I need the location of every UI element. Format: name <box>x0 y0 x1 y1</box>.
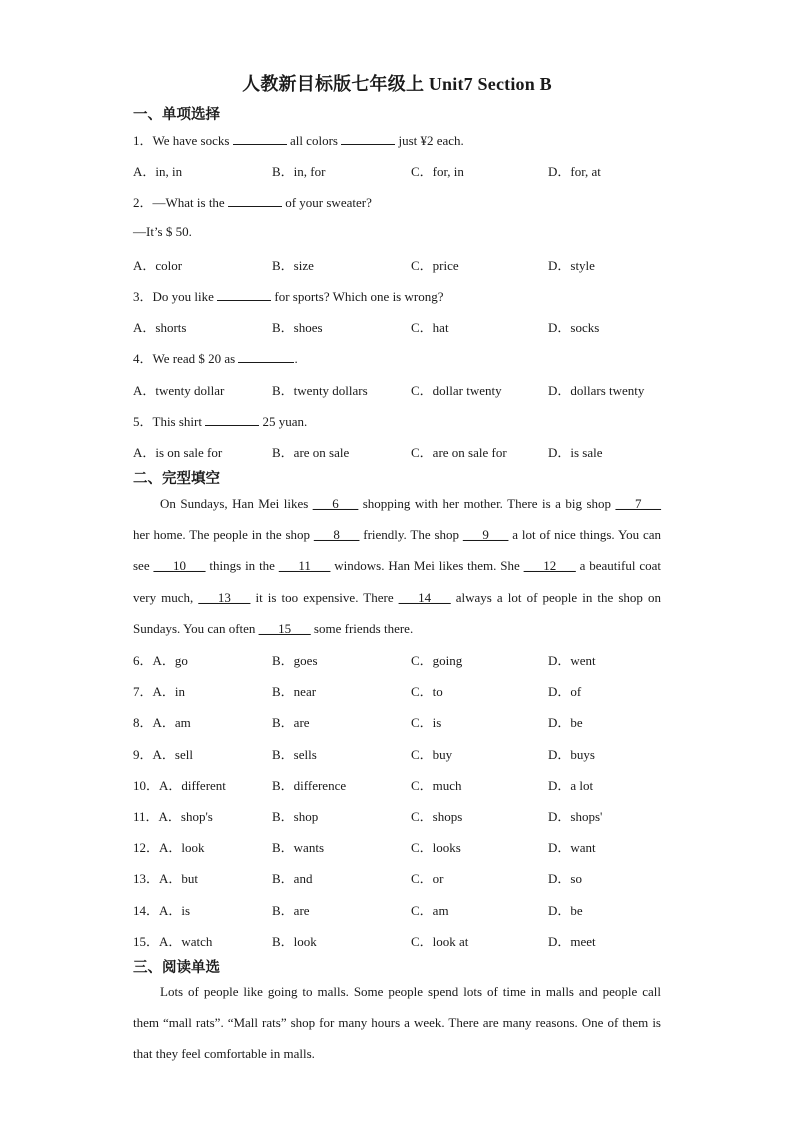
cloze-option-a: 6．A．go <box>133 653 188 668</box>
question-5-stem <box>133 411 307 430</box>
cloze-option-a: 14．A．is <box>133 903 191 918</box>
cloze-option-d: D．buys <box>548 747 595 762</box>
cloze-option-a: 8．A．am <box>133 715 191 730</box>
cloze-blank-6: ___6___ <box>312 496 359 511</box>
answer-blank <box>233 133 287 145</box>
cloze-blank-12: ___12___ <box>523 558 576 574</box>
cloze-option-d: D．of <box>548 684 582 699</box>
option-c: C．hat <box>411 320 449 335</box>
section-heading-reading: 三、阅读单选 <box>133 960 220 976</box>
cloze-blank-8: ___8___ <box>313 527 360 543</box>
cloze-option-d: D．meet <box>548 934 596 949</box>
cloze-option-a: 13．A．but <box>133 871 199 886</box>
cloze-option-c: C．looks <box>411 840 461 855</box>
cloze-option-a: 15．A．watch <box>133 934 213 949</box>
cloze-option-a: 11．A．shop's <box>133 809 213 824</box>
option-b: B．are on sale <box>272 445 350 460</box>
stem-text: . <box>294 351 298 366</box>
passage-text: her home. The people in the shop <box>133 527 311 543</box>
option-a: A．in, in <box>133 164 183 179</box>
stem-text: 3．Do you like <box>133 289 214 304</box>
passage-text: windows. Han Mei likes them. She <box>334 558 520 574</box>
cloze-option-c: C．going <box>411 653 463 668</box>
cloze-option-d: D．went <box>548 653 596 668</box>
option-c: C．price <box>411 258 459 273</box>
stem-text: 1．We have socks <box>133 133 230 148</box>
option-c: C．for, in <box>411 164 464 179</box>
passage-text: On Sundays, Han Mei likes <box>160 496 309 511</box>
cloze-option-b: B．are <box>272 903 310 918</box>
cloze-option-d: D．be <box>548 715 583 730</box>
cloze-passage <box>133 488 661 644</box>
passage-text: shopping with her mother. There is a big shop <box>362 496 612 511</box>
cloze-option-d: D．want <box>548 840 596 855</box>
cloze-option-b: B．look <box>272 934 317 949</box>
question-3-stem <box>133 286 443 305</box>
option-a: A．shorts <box>133 320 187 335</box>
cloze-option-a: 12．A．look <box>133 840 205 855</box>
section-heading-cloze: 二、完型填空 <box>133 471 220 487</box>
passage-text: always a lot of people in the shop on Sundays. You can often <box>133 589 661 636</box>
passage-text: friendly. The shop <box>363 527 460 543</box>
stem-text: 5．This shirt <box>133 414 202 429</box>
passage-text: it is too expensive. There <box>255 589 394 605</box>
question-1-stem <box>133 130 464 149</box>
cloze-option-d: D．a lot <box>548 778 594 793</box>
stem-text: for sports? Which one is wrong? <box>274 289 444 304</box>
cloze-option-b: B．shop <box>272 809 319 824</box>
cloze-option-b: B．difference <box>272 778 347 793</box>
cloze-option-a: 9．A．sell <box>133 747 193 762</box>
answer-blank <box>341 133 395 145</box>
question-4-stem <box>133 348 298 367</box>
passage-text: Lots of people like going to malls. Some people spend lots of time in malls and people call them “mall rats”. “Mall rats” shop for many hours a week. There are many reasons. One of them is that they feel comfortable in malls. <box>133 984 661 1062</box>
cloze-option-d: D．shops' <box>548 809 603 824</box>
cloze-option-c: C．look at <box>411 934 469 949</box>
cloze-blank-14: ___14___ <box>398 589 451 605</box>
option-c: C．dollar twenty <box>411 383 502 398</box>
cloze-blank-10: ___10___ <box>153 558 206 574</box>
cloze-option-b: B．are <box>272 715 310 730</box>
cloze-blank-13: ___13___ <box>198 589 251 605</box>
option-a: A．color <box>133 258 183 273</box>
cloze-option-c: C．or <box>411 871 444 886</box>
cloze-option-c: C．much <box>411 778 462 793</box>
cloze-option-d: D．be <box>548 903 583 918</box>
answer-blank <box>205 414 259 426</box>
cloze-option-b: B．wants <box>272 840 325 855</box>
stem-text: 4．We read $ 20 as <box>133 351 236 366</box>
passage-text: some friends there. <box>313 620 414 636</box>
question-2-stem <box>133 192 372 211</box>
cloze-option-c: C．buy <box>411 747 453 762</box>
cloze-option-b: B．goes <box>272 653 318 668</box>
cloze-option-a: 10．A．different <box>133 778 226 793</box>
option-d: D．style <box>548 258 595 273</box>
option-a: A．is on sale for <box>133 445 223 460</box>
option-b: B．size <box>272 258 314 273</box>
stem-text: all colors <box>289 133 338 148</box>
answer-blank <box>238 351 294 363</box>
cloze-blank-9: ___9___ <box>462 527 509 543</box>
option-d: D．is sale <box>548 445 603 460</box>
option-d: D．socks <box>548 320 600 335</box>
cloze-option-a: 7．A．in <box>133 684 186 699</box>
passage-text: things in the <box>209 558 275 574</box>
stem-text: 2．—What is the <box>133 195 225 210</box>
cloze-option-b: B．and <box>272 871 313 886</box>
cloze-option-b: B．sells <box>272 747 317 762</box>
answer-blank <box>228 195 282 207</box>
stem-text: just ¥2 each. <box>398 133 464 148</box>
option-c: C．are on sale for <box>411 445 507 460</box>
option-a: A．twenty dollar <box>133 383 225 398</box>
question-2-reply: —It’s $ 50. <box>133 224 192 239</box>
stem-text: of your sweater? <box>285 195 372 210</box>
cloze-option-c: C．to <box>411 684 443 699</box>
option-d: D．dollars twenty <box>548 383 645 398</box>
cloze-option-c: C．shops <box>411 809 463 824</box>
section-heading-single-choice: 一、单项选择 <box>133 107 220 123</box>
cloze-option-b: B．near <box>272 684 317 699</box>
cloze-option-c: C．is <box>411 715 442 730</box>
passage-text: a lot of nice things. You can see <box>133 527 662 574</box>
cloze-blank-11: ___11___ <box>278 558 331 574</box>
stem-text: 25 yuan. <box>262 414 308 429</box>
cloze-option-d: D．so <box>548 871 582 886</box>
cloze-option-c: C．am <box>411 903 449 918</box>
option-b: B．twenty dollars <box>272 383 368 398</box>
reading-passage <box>133 976 661 1070</box>
option-b: B．in, for <box>272 164 326 179</box>
passage-text: a beautiful coat very much, <box>133 558 661 605</box>
page-title: 人教新目标版七年级上 Unit7 Section B <box>242 74 552 94</box>
answer-blank <box>217 289 271 301</box>
option-d: D．for, at <box>548 164 601 179</box>
option-b: B．shoes <box>272 320 323 335</box>
cloze-blank-7: ___7___ <box>615 496 662 511</box>
cloze-blank-15: ___15___ <box>258 620 311 636</box>
